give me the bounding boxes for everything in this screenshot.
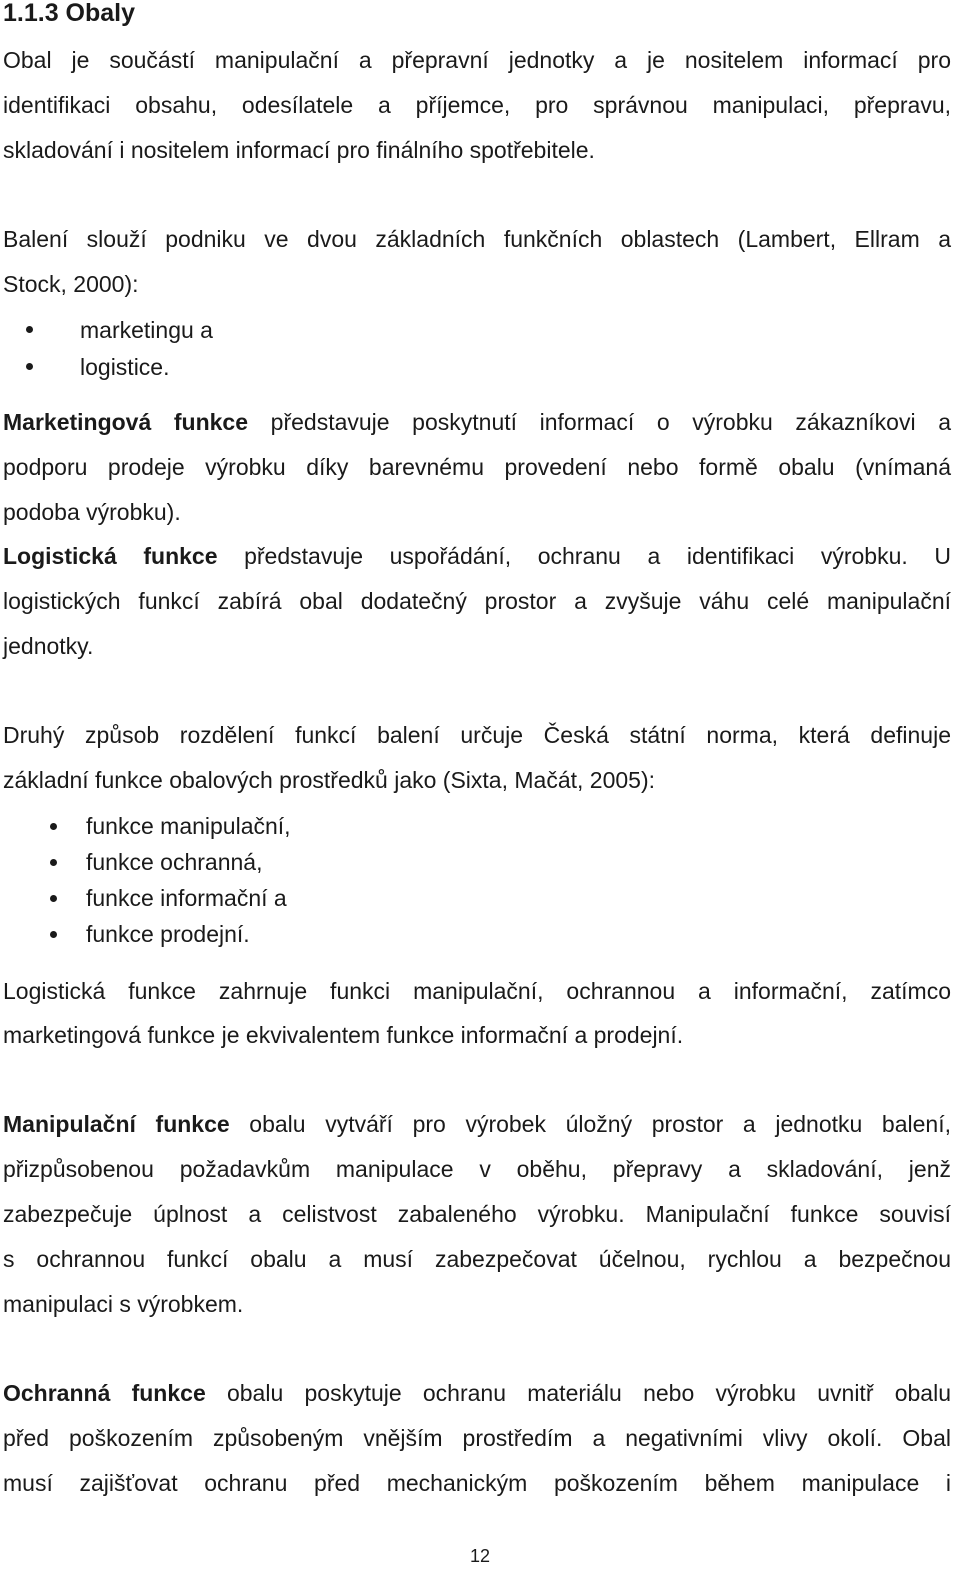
paragraph-text: obalu vytváří pro výrobek úložný prostor a jednotku balení,	[229, 1111, 951, 1137]
paragraph-line: manipulaci s výrobkem.	[3, 1291, 244, 1317]
paragraph-line: marketingová funkce je ekvivalentem funkce informační a prodejní.	[3, 1022, 684, 1048]
bullet-icon	[50, 859, 57, 866]
section-heading: 1.1.3 Obaly	[3, 0, 136, 27]
paragraph-line: přizpůsobenou požadavkům manipulace v oběhu, přepravy a skladování, jenž	[3, 1156, 951, 1182]
bullet-icon	[50, 823, 57, 830]
list-item: marketingu a	[80, 317, 213, 343]
term-bold: Ochranná funkce	[3, 1380, 206, 1406]
list-item: funkce ochranná,	[86, 849, 263, 875]
paragraph-line: podoba výrobku).	[3, 499, 181, 525]
paragraph-line: logistických funkcí zabírá obal dodatečný prostor a zvyšuje váhu celé manipulační	[3, 588, 951, 614]
term-bold: Logistická funkce	[3, 543, 218, 569]
paragraph-line: před poškozením způsobeným vnějším prostředím a negativními vlivy okolí. Obal	[3, 1425, 951, 1451]
bullet-icon	[26, 326, 33, 333]
paragraph-text: představuje uspořádání, ochranu a identifikaci výrobku. U	[217, 543, 951, 569]
list-item: funkce prodejní.	[86, 921, 250, 947]
list-item: funkce manipulační,	[86, 813, 291, 839]
bullet-icon	[50, 931, 57, 938]
paragraph-line: Balení slouží podniku ve dvou základních funkčních oblastech (Lambert, Ellram a	[3, 226, 951, 252]
paragraph-line: Obal je součástí manipulační a přepravní jednotky a je nositelem informací pro	[3, 47, 951, 73]
term-bold: Manipulační funkce	[3, 1111, 230, 1137]
paragraph-line: identifikaci obsahu, odesílatele a příjemce, pro správnou manipulaci, přepravu,	[3, 92, 951, 118]
paragraph-line	[3, 1110, 951, 1138]
bullet-icon	[26, 363, 33, 370]
term-bold: Marketingová funkce	[3, 409, 249, 435]
paragraph-line: zabezpečuje úplnost a celistvost zabaleného výrobku. Manipulační funkce souvisí	[3, 1201, 951, 1227]
paragraph-line: skladování i nositelem informací pro finálního spotřebitele.	[3, 137, 595, 163]
bullet-icon	[50, 895, 57, 902]
list-item: logistice.	[80, 354, 170, 380]
paragraph-line: podporu prodeje výrobku díky barevnému provedení nebo formě obalu (vnímaná	[3, 454, 951, 480]
paragraph-line: musí zajišťovat ochranu před mechanickým poškozením během manipulace i	[3, 1470, 951, 1496]
paragraph-line: Stock, 2000):	[3, 271, 139, 297]
paragraph-line	[3, 1379, 951, 1407]
list-item: funkce informační a	[86, 885, 287, 911]
paragraph-line	[3, 542, 951, 570]
paragraph-text: představuje poskytnutí informací o výrobku zákazníkovi a	[248, 409, 951, 435]
page-number: 12	[469, 1546, 491, 1566]
paragraph-line	[3, 408, 951, 436]
paragraph-line: Druhý způsob rozdělení funkcí balení určuje Česká státní norma, která definuje	[3, 722, 951, 748]
paragraph-line: s ochrannou funkcí obalu a musí zabezpečovat účelnou, rychlou a bezpečnou	[3, 1246, 951, 1272]
paragraph-line: jednotky.	[3, 633, 94, 659]
paragraph-line: Logistická funkce zahrnuje funkci manipulační, ochrannou a informační, zatímco	[3, 978, 951, 1004]
paragraph-line: základní funkce obalových prostředků jako (Sixta, Mačát, 2005):	[3, 767, 656, 793]
paragraph-text: obalu poskytuje ochranu materiálu nebo výrobku uvnitř obalu	[205, 1380, 951, 1406]
